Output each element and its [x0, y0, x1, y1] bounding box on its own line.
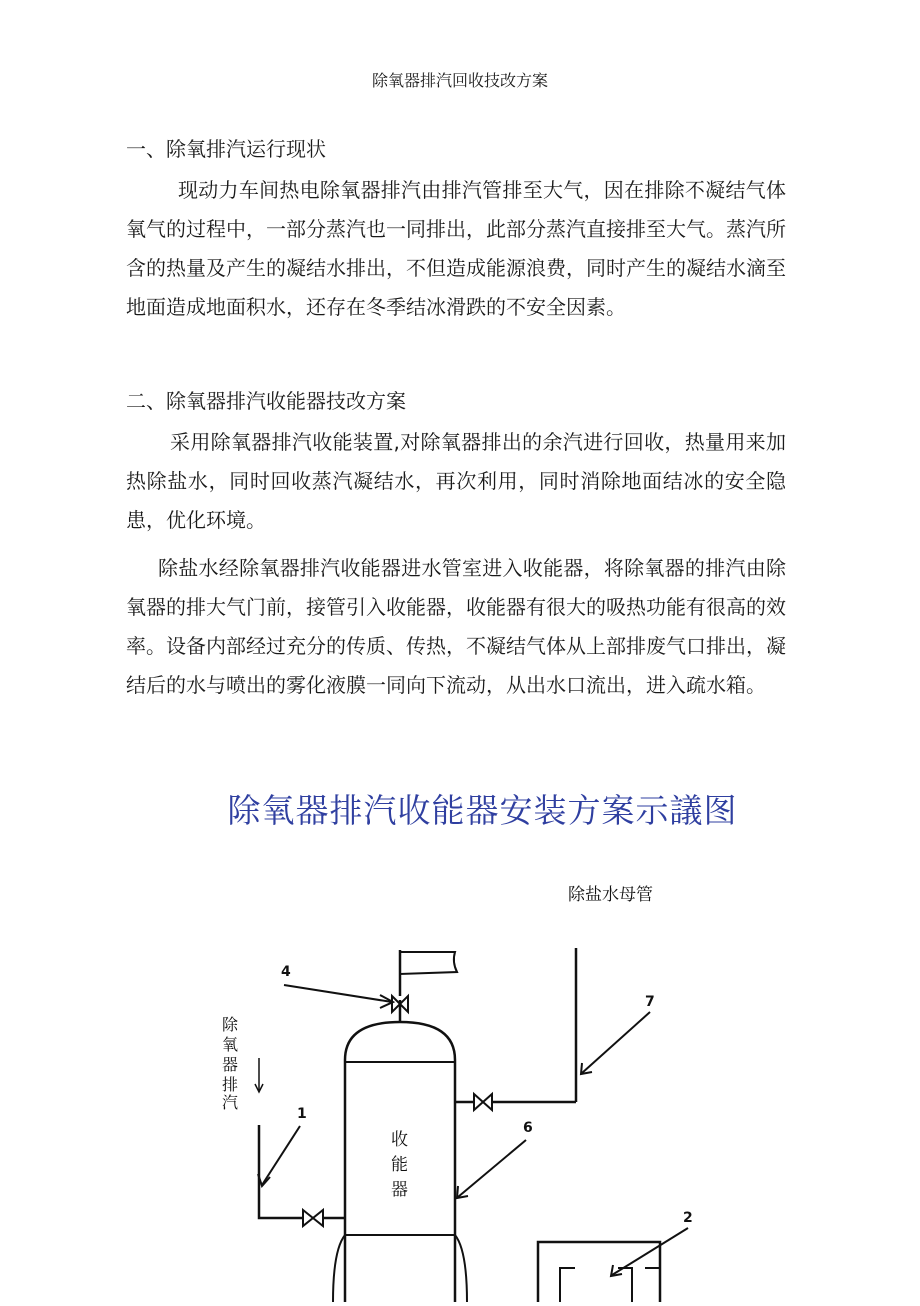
label-7: 7 [645, 994, 655, 1010]
main-pipe-label: 除盐水母管 [568, 885, 653, 905]
vessel-label [391, 1130, 408, 1200]
installation-diagram [0, 870, 920, 1302]
drain-tank [538, 1242, 660, 1302]
document-title: 除氧器排汽回收技改方案 [371, 71, 548, 90]
figure-title: 除氧器排汽收能器安装方案示議图 [227, 791, 738, 830]
exhaust-char: 汽 [222, 1093, 239, 1112]
water-valve-icon [474, 1094, 492, 1110]
inlet-valve-icon [303, 1210, 323, 1226]
exhaust-char: 除 [222, 1015, 239, 1034]
exhaust-char: 器 [222, 1055, 239, 1074]
exhaust-label [222, 1015, 239, 1112]
exhaust-char: 排 [222, 1075, 239, 1094]
section2-paragraph-1: 采用除氧器排汽收能装置,对除氧器排出的余汽进行回收，热量用来加热除盐水，同时回收蒸汽凝结水，再次利用，同时消除地面结冰的安全隐患，优化环境。 [126, 430, 786, 532]
svg-text:收: 收 [391, 1130, 408, 1150]
section1-heading: 一、除氧排汽运行现状 [126, 137, 326, 161]
svg-text:能: 能 [391, 1155, 408, 1175]
section2-paragraph-2: 除盐水经除氧器排汽收能器进水管室进入收能器，将除氧器的排汽由除氧器的排大气门前，接管引入收能器，收能器有很大的吸热功能有很高的效率。设备内部经过充分的传质、传热，不凝结气体从上部排废气口排出，凝结后的水与喷出的雾化液膜一同向下流动，从出水口流出，进入疏水箱。 [126, 556, 786, 697]
section2-heading: 二、除氧器排汽收能器技改方案 [126, 389, 406, 413]
svg-text:器: 器 [391, 1180, 408, 1200]
exhaust-inlet-pipe [259, 1125, 303, 1218]
label-4: 4 [281, 964, 291, 980]
vent-flag-icon [400, 952, 457, 974]
exhaust-char: 氧 [222, 1035, 239, 1054]
label-2: 2 [683, 1210, 693, 1226]
label-1: 1 [297, 1106, 307, 1122]
section1-paragraph: 现动力车间热电除氧器排汽由排汽管排至大气，因在排除不凝结气体氧气的过程中，一部分蒸汽也一同排出，此部分蒸汽直接排至大气。蒸汽所含的热量及产生的凝结水排出，不但造成能源浪费，同时产生的凝结水滴至地面造成地面积水，还存在冬季结冰滑跌的不安全因素。 [126, 178, 786, 319]
label-6: 6 [523, 1120, 533, 1136]
